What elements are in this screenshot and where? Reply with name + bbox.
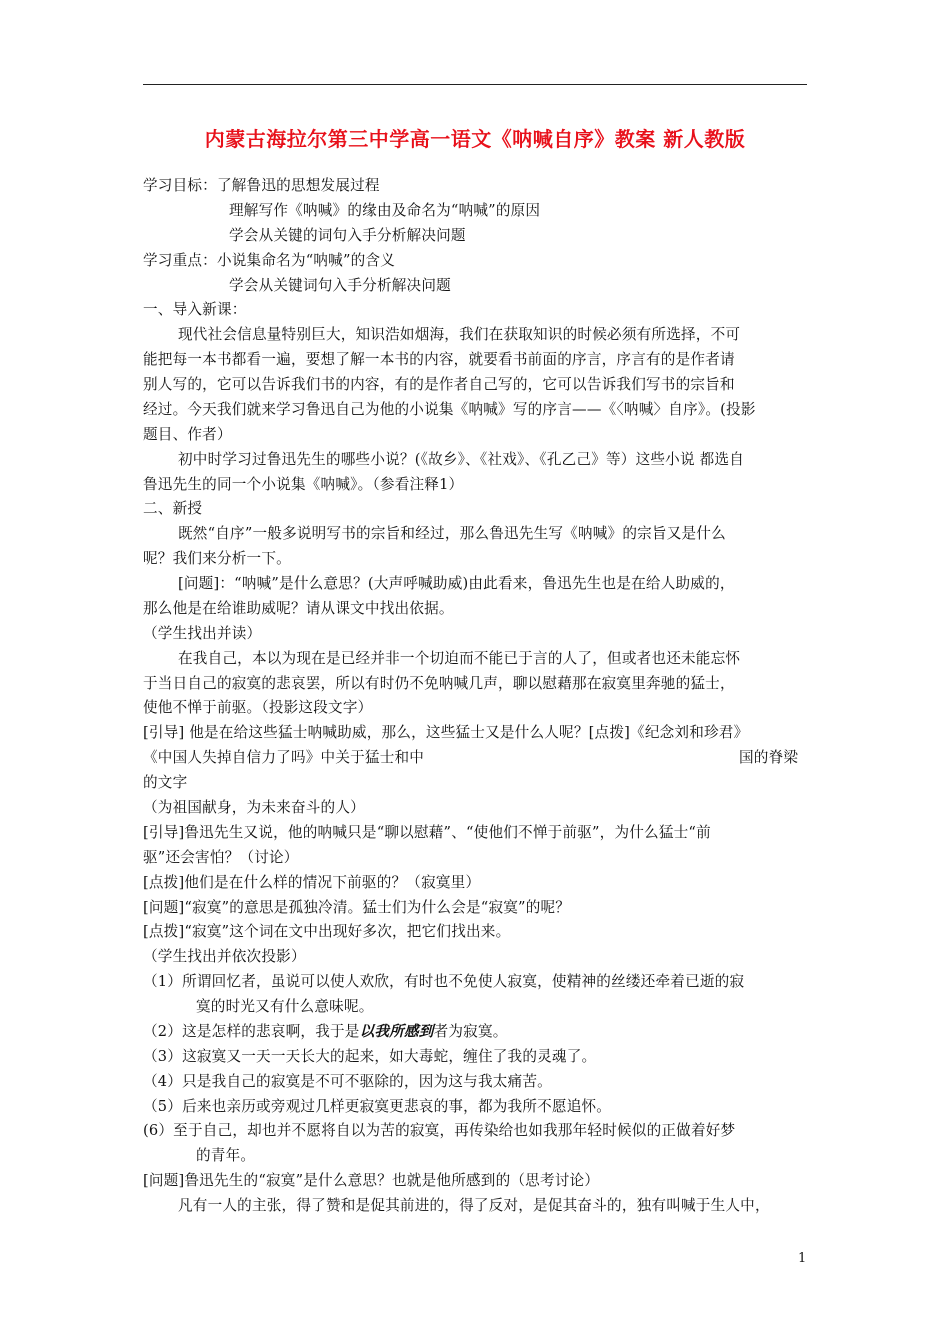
text-line: 学习目标：了解鲁迅的思想发展过程 <box>143 177 380 194</box>
text-line: 题目、作者） <box>143 426 232 443</box>
text-line: 能把每一本书都看一遍，要想了解一本书的内容，就要看书前面的序言，序言有的是作者请 <box>143 351 735 368</box>
text-line: 初中时学习过鲁迅先生的哪些小说？(《故乡》、《社戏》、《孔乙己》等）这些小说 都选自 <box>178 451 744 468</box>
text-line: 凡有一人的主张，得了赞和是促其前进的，得了反对，是促其奋斗的，独有叫喊于生人中， <box>178 1197 770 1214</box>
section-heading: 一、导入新课： <box>143 301 247 318</box>
text-line: [问题]“寂寞”的意思是孤独冷清。猛士们为什么会是“寂寞”的呢？ <box>143 899 571 916</box>
list-item-continuation: 的青年。 <box>196 1147 256 1164</box>
header-rule <box>143 84 807 85</box>
list-item: （3）这寂寞又一天一天长大的起来，如大毒蛇，缠住了我的灵魂了。 <box>143 1048 597 1065</box>
text-line: 学会从关键词句入手分析解决问题 <box>229 277 451 294</box>
text-line: （学生找出并依次投影） <box>143 948 306 965</box>
text-line: 驱”还会害怕？（讨论） <box>143 849 299 866</box>
text-line: [问题]鲁迅先生的“寂寞”是什么意思？也就是他所感到的（思考讨论） <box>143 1172 600 1189</box>
list-item-continuation: 寞的时光又有什么意味呢。 <box>196 998 374 1015</box>
text-line-fragment: 国的脊梁 <box>739 749 799 766</box>
list-item: （1）所谓回忆者，虽说可以使人欢欣，有时也不免使人寂寞，使精神的丝缕还牵着已逝的寂 <box>143 973 745 990</box>
text-line: 别人写的，它可以告诉我们书的内容，有的是作者自己写的，它可以告诉我们写书的宗旨和 <box>143 376 735 393</box>
text-line: 学会从关键的词句入手分析解决问题 <box>229 227 466 244</box>
text-line: 使他不惮于前驱。（投影这段文字） <box>143 699 373 716</box>
text-line: 那么他是在给谁助威呢？请从课文中找出依据。 <box>143 600 454 617</box>
page-number: 1 <box>798 1251 807 1266</box>
list-item: (6）至于自己，却也并不愿将自以为苦的寂寞，再传染给也如我那年轻时候似的正做着好梦 <box>143 1122 736 1139</box>
text-line: 学习重点：小说集命名为“呐喊”的含义 <box>143 252 396 269</box>
list-item-text: 者为寂寞。 <box>433 1023 508 1040</box>
text-line: [点拨]“寂寞”这个词在文中出现好多次，把它们找出来。 <box>143 923 511 940</box>
text-line: 呢？我们来分析一下。 <box>143 550 291 567</box>
text-line: （学生找出并读） <box>143 625 262 642</box>
text-line: 理解写作《呐喊》的缘由及命名为“呐喊”的原因 <box>229 202 541 219</box>
section-heading: 二、新授 <box>143 500 203 517</box>
text-line: [问题]：“呐喊”是什么意思？(大声呼喊助威)由此看来，鲁迅先生也是在给人助威的， <box>178 575 735 592</box>
list-item: （4）只是我自己的寂寞是不可不驱除的，因为这与我太痛苦。 <box>143 1073 552 1090</box>
text-line: 《中国人失掉自信力了吗》中关于猛士和中 <box>143 749 425 766</box>
list-item <box>143 1022 508 1042</box>
text-line: 鲁迅先生的同一个小说集《呐喊》。（参看注释1） <box>143 476 464 493</box>
emphasis-text: 以我所感到 <box>359 1023 434 1040</box>
list-item: （5）后来也亲历或旁观过几样更寂寞更悲哀的事，都为我所不愿追怀。 <box>143 1098 612 1115</box>
text-line: 在我自己，本以为现在是已经并非一个切迫而不能已于言的人了，但或者也还未能忘怀 <box>178 650 741 667</box>
text-line: [点拨]他们是在什么样的情况下前驱的？（寂寞里） <box>143 874 481 891</box>
list-item-text: （2）这是怎样的悲哀啊，我于是 <box>143 1023 360 1040</box>
text-line: 既然“自序”一般多说明写书的宗旨和经过，那么鲁迅先生写《呐喊》的宗旨又是什么 <box>178 525 726 542</box>
text-line: [引导]鲁迅先生又说，他的呐喊只是“聊以慰藉”、“使他们不惮于前驱”，为什么猛士“前 <box>143 824 711 841</box>
text-line: 于当日自己的寂寞的悲哀罢，所以有时仍不免呐喊几声，聊以慰藉那在寂寞里奔驰的猛士， <box>143 675 735 692</box>
text-line: 的文字 <box>143 774 188 791</box>
text-line: 现代社会信息量特别巨大，知识浩如烟海，我们在获取知识的时候必须有所选择，不可 <box>178 326 741 343</box>
text-line: [引导] 他是在给这些猛士呐喊助威，那么，这些猛士又是什么人呢？[点拨]《纪念刘和珍君》 <box>143 724 749 741</box>
text-line: 经过。今天我们就来学习鲁迅自己为他的小说集《呐喊》写的序言——《〈呐喊〉自序》。(投影 <box>143 401 756 418</box>
text-line: （为祖国献身，为未来奋斗的人） <box>143 799 365 816</box>
document-title: 内蒙古海拉尔第三中学高一语文《呐喊自序》教案 新人教版 <box>204 127 746 151</box>
